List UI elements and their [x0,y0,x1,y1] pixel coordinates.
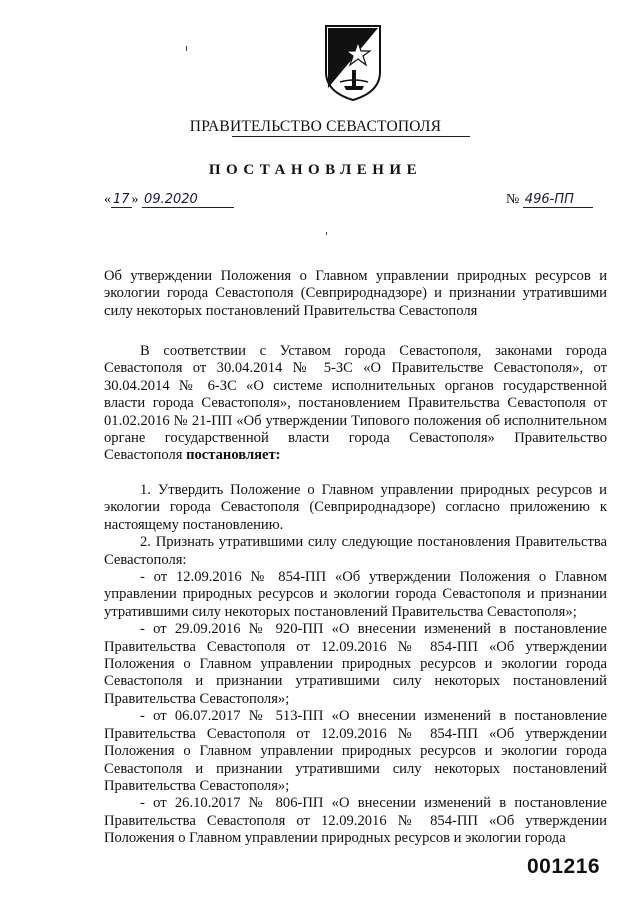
document-date [104,192,234,208]
list-item: 2. Признать утратившими силу следующие постановления Правительства Севастополя: [104,534,607,568]
title-underline [232,136,470,137]
scan-artifact [186,46,187,51]
scan-artifact [326,232,327,235]
date-quote-open: « [104,192,111,207]
preamble-paragraph [104,343,607,465]
list-item: - от 06.07.2017 № 513-ПП «О внесении изменений в постановление Правительства Севастополя от 12.09.2016 № 854-ПП «Об утверждении Положения о Главном управлении природных ресурсов и экологии города Севастополя и признании утратившими силу некоторых постановлений Правительства Севастополя»; [104,708,607,794]
number-sign: № [506,192,520,207]
document-type-title: ПОСТАНОВЛЕНИЕ [208,162,423,178]
document-subject: Об утверждении Положения о Главном управлении природных ресурсов и экологии города Севастополя (Севприроднадзоре) и признании утратившими силу некоторых постановлений Правительства Севастополя [104,268,607,319]
list-item: - от 29.09.2016 № 920-ПП «О внесении изменений в постановление Правительства Севастополя от 12.09.2016 № 854-ПП «Об утверждении Положения о Главном управлении природных ресурсов и экологии города Севастополя и признании утратившими силу некоторых постановлений Правительства Севастополя»; [104,621,607,707]
number-value: 496-ПП [523,192,593,208]
list-item: 1. Утвердить Положение о Главном управлении природных ресурсов и экологии города Севастополя (Севприроднадзоре) согласно приложению к настоящему постановлению. [104,482,607,533]
sevastopol-coat-of-arms-emblem [318,22,388,102]
list-item: - от 26.10.2017 № 806-ПП «О внесении изменений в постановление Правительства Севастополя от 12.09.2016 № 854-ПП «Об утверждении Положения о Главном управлении природных ресурсов и экологии города [104,795,607,847]
resolution-items [104,482,607,848]
page-serial-number: 001216 [527,855,601,878]
document-number [506,192,593,208]
list-item: - от 12.09.2016 № 854-ПП «Об утверждении Положения о Главном управлении природных ресурсов и экологии города Севастополя и признании утратившими силу некоторых постановлений Правительства Севастополя»; [104,569,607,620]
government-name: ПРАВИТЕЛЬСТВО СЕВАСТОПОЛЯ [189,118,442,135]
preamble-text: В соответствии с Уставом города Севастополя, законами города Севастополя от 30.04.2014 № 5-ЗС «О Правительстве Севастополя», от 30.04.2014 № 6-ЗС «О системе исполнительных органов государственной власти города Севастополя», постановлением Правительства Севастополя от 01.02.2016 № 21-ПП «Об утверждении Типового положения об исполнительном органе государственной власти города Севастополя» Правительство Севастополя [104,343,607,464]
date-month-year: 09.2020 [142,192,234,208]
preamble-emphasis: постановляет: [186,447,281,464]
date-quote-close: » [131,192,139,207]
date-day: 17 [113,192,130,207]
